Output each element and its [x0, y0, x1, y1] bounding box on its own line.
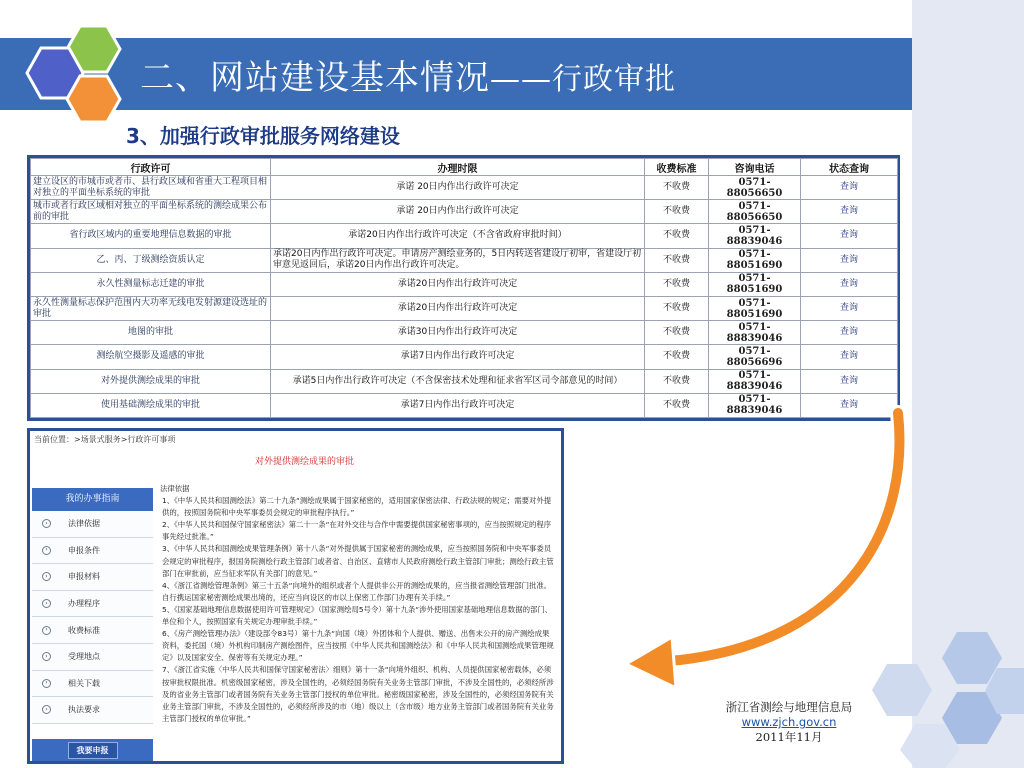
guide-item-label: 法律依据	[68, 519, 100, 529]
guide-item-legal-basis[interactable]	[32, 511, 153, 538]
guide-item-label: 申报材料	[68, 572, 100, 582]
guide-item-conditions[interactable]	[32, 538, 153, 565]
fee: 不收费	[645, 345, 709, 369]
phone: 0571-88056696	[709, 345, 801, 369]
permit-name: 永久性测量标志迁建的审批	[31, 272, 271, 296]
query-link[interactable]: 查询	[801, 345, 898, 369]
footer	[700, 700, 878, 745]
fee: 不收费	[645, 224, 709, 248]
query-link[interactable]: 查询	[801, 296, 898, 320]
guide-item-materials[interactable]	[32, 564, 153, 591]
legal-clause: 4、《浙江省测绘管理条例》第三十五条“向境外的组织或者个人提供非公开的测绘成果的，应当报省测绘管理部门批准。自行携运国家秘密测绘成果出境的，还应当向设区的市以上保密工作部门办理有关手续。”	[162, 580, 552, 602]
phone: 0571-88839046	[709, 393, 801, 417]
apply-button[interactable]: 我要申报	[68, 742, 118, 759]
guide-item-label: 办理程序	[68, 599, 100, 609]
slide-subtitle: 3、加强行政审批服务网络建设	[126, 124, 400, 148]
table-row	[31, 296, 898, 320]
permit-name: 测绘航空摄影及遥感的审批	[31, 345, 271, 369]
slide-title-main: 二、网站建设基本情况	[140, 58, 490, 98]
phone: 0571-88056650	[709, 200, 801, 224]
table-row	[31, 200, 898, 224]
guide-item-downloads[interactable]	[32, 671, 153, 698]
table-row	[31, 176, 898, 200]
query-link[interactable]: 查询	[801, 369, 898, 393]
table-header-row	[31, 159, 898, 176]
permit-name: 城市或者行政区域相对独立的平面坐标系统的测绘成果公布前的审批	[31, 200, 271, 224]
approval-table	[30, 158, 898, 418]
header-time-limit: 办理时限	[271, 159, 645, 176]
header-fee: 收费标准	[645, 159, 709, 176]
content-heading: 法律依据	[160, 484, 190, 493]
phone: 0571-88051690	[709, 272, 801, 296]
time-limit: 承诺 20日内作出行政许可决定	[271, 176, 645, 200]
radio-bullet-icon: ›	[42, 626, 51, 635]
time-limit: 承诺7日内作出行政许可决定	[271, 393, 645, 417]
query-link[interactable]: 查询	[801, 248, 898, 272]
query-link[interactable]: 查询	[801, 272, 898, 296]
guide-item-label: 受理地点	[68, 652, 100, 662]
table-row	[31, 248, 898, 272]
time-limit: 承诺5日内作出行政许可决定（不含保密技术处理和征求省军区司令部意见的时间）	[271, 369, 645, 393]
fee: 不收费	[645, 321, 709, 345]
query-link[interactable]: 查询	[801, 224, 898, 248]
guide-item-label: 执法要求	[68, 705, 100, 715]
hexagon-logo-icon	[10, 22, 140, 126]
web-page-title-text: 对外提供测绘成果的审批	[254, 457, 354, 467]
phone: 0571-88056650	[709, 176, 801, 200]
time-limit: 承诺20日内作出行政许可决定	[271, 272, 645, 296]
fee: 不收费	[645, 393, 709, 417]
query-link[interactable]: 查询	[801, 176, 898, 200]
time-limit: 承诺20日内作出行政许可决定（不含省政府审批时间）	[271, 224, 645, 248]
permit-name: 乙、丙、丁级测绘资质认定	[31, 248, 271, 272]
radio-bullet-icon: ›	[42, 546, 51, 555]
legal-basis-content	[156, 483, 556, 763]
fee: 不收费	[645, 176, 709, 200]
radio-bullet-icon: ›	[42, 679, 51, 688]
table-row	[31, 272, 898, 296]
guide-sidebar	[32, 488, 153, 760]
phone: 0571-88839046	[709, 369, 801, 393]
table-row	[31, 369, 898, 393]
breadcrumb: 当前位置：>场景式服务>行政许可事项	[34, 435, 176, 444]
fee: 不收费	[645, 272, 709, 296]
legal-clause: 1、《中华人民共和国测绘法》第二十九条“测绘成果属于国家秘密的，适用国家保密法律、行政法规的规定；需要对外提供的，按照国务院和中央军事委员会规定的审批程序执行。”	[162, 496, 552, 518]
footer-url-link[interactable]: www.zjch.gov.cn	[741, 715, 837, 729]
query-link[interactable]: 查询	[801, 321, 898, 345]
phone: 0571-88051690	[709, 296, 801, 320]
footer-org: 浙江省测绘与地理信息局	[725, 700, 853, 714]
legal-clause: 5、《国家基础地理信息数据使用许可管理规定》（国家测绘局5号令）第十九条“涉外使用国家基础地理信息数据的部门、单位和个人，按照国家有关规定办理审批手续。”	[162, 604, 553, 627]
approval-table-frame	[27, 155, 900, 421]
website-screenshot	[27, 428, 564, 764]
table-row	[31, 321, 898, 345]
radio-bullet-icon: ›	[42, 599, 51, 608]
fee: 不收费	[645, 296, 709, 320]
legal-clause: 2、《中华人民共和国保守国家秘密法》第二十一条“在对外交往与合作中需要提供国家秘密事项的，应当按照规定的程序事先经过批准。”	[162, 520, 552, 542]
time-limit: 承诺 20日内作出行政许可决定	[271, 200, 645, 224]
time-limit: 承诺20日内作出行政许可决定。申请房产测绘业务的，5日内转送省建设厅初审，省建设厅初审意见返回后，承诺20日内作出行政许可决定。	[271, 248, 645, 272]
legal-clause: 7、《浙江省实施〈中华人民共和国保守国家秘密法〉细则》第十一条“向境外组织、机构、人员提供国家秘密载体，必须按审批权限批准。机密级国家秘密，涉及全国性的，必须经国务院有关业务主管部门审批，不涉及全国性的，必须经所涉及的省业务主管部门或者国务院有关业务主管部门授权的单位审批。秘密级国家秘密，涉及全国性的，必须经国务院有关业务主管部门审批，不涉及全国性的，必须经所涉及的市（地）级以上（含市级）地方业务主管部门或者国务院有关业务主管部门授权的单位审批。”	[162, 665, 554, 723]
guide-item-location[interactable]	[32, 644, 153, 671]
header-phone: 咨询电话	[709, 159, 801, 176]
apply-bar	[32, 739, 153, 761]
table-row	[31, 345, 898, 369]
header-permit: 行政许可	[31, 159, 271, 176]
permit-name: 永久性测量标志保护范围内大功率无线电发射源建设选址的审批	[31, 296, 271, 320]
guide-item-label: 收费标准	[68, 625, 100, 635]
guide-item-label: 相关下载	[68, 678, 100, 688]
slide-title-tail: ——行政审批	[490, 62, 676, 97]
time-limit: 承诺7日内作出行政许可决定	[271, 345, 645, 369]
phone: 0571-88839046	[709, 321, 801, 345]
radio-bullet-icon: ›	[42, 652, 51, 661]
radio-bullet-icon: ›	[42, 572, 51, 581]
query-link[interactable]: 查询	[801, 200, 898, 224]
table-row	[31, 224, 898, 248]
phone: 0571-88051690	[709, 248, 801, 272]
legal-clause: 3、《中华人民共和国测绘成果管理条例》第十八条“对外提供属于国家秘密的测绘成果，应当按照国务院和中央军事委员会规定的审批程序，报国务院测绘行政主管部门或者省、自治区、直辖市人民政府测绘行政主管部门审批；测绘行政主管部门在审批前，应当征求军队有关部门的意见。”	[162, 544, 554, 578]
fee: 不收费	[645, 248, 709, 272]
permit-name: 对外提供测绘成果的审批	[31, 369, 271, 393]
radio-bullet-icon: ›	[42, 519, 51, 528]
header-status: 状态查询	[801, 159, 898, 176]
web-page-title	[30, 454, 561, 467]
query-link[interactable]: 查询	[801, 393, 898, 417]
guide-item-procedure[interactable]	[32, 591, 153, 618]
decor-hexagons-icon	[855, 628, 1024, 768]
phone: 0571-88839046	[709, 224, 801, 248]
radio-bullet-icon: ›	[42, 705, 51, 714]
time-limit: 承诺30日内作出行政许可决定	[271, 321, 645, 345]
fee: 不收费	[645, 200, 709, 224]
legal-clause: 6、《房产测绘管理办法》（建设部令83号）第十九条“向国（境）外团体和个人提供、赠送、出售未公开的房产测绘成果资料，委托国（境）外机构印制房产测绘图件，应当按照《中华人民共和国测绘法》和《中华人民共和国测绘成果管理规定》以及国家安全、保密等有关规定办理。”	[162, 629, 554, 663]
permit-name: 地图的审批	[31, 321, 271, 345]
footer-date: 2011年11月	[755, 730, 823, 744]
permit-name: 建立设区的市城市或者市、县行政区域和省重大工程项目相对独立的平面坐标系统的审批	[31, 176, 271, 200]
permit-name: 省行政区域内的重要地理信息数据的审批	[31, 224, 271, 248]
guide-item-enforcement[interactable]	[32, 697, 153, 724]
guide-header: 我的办事指南	[32, 488, 153, 511]
guide-item-label: 申报条件	[68, 545, 100, 555]
guide-item-fees[interactable]	[32, 617, 153, 644]
fee: 不收费	[645, 369, 709, 393]
slide-title	[140, 50, 676, 99]
time-limit: 承诺20日内作出行政许可决定	[271, 296, 645, 320]
permit-name: 使用基础测绘成果的审批	[31, 393, 271, 417]
